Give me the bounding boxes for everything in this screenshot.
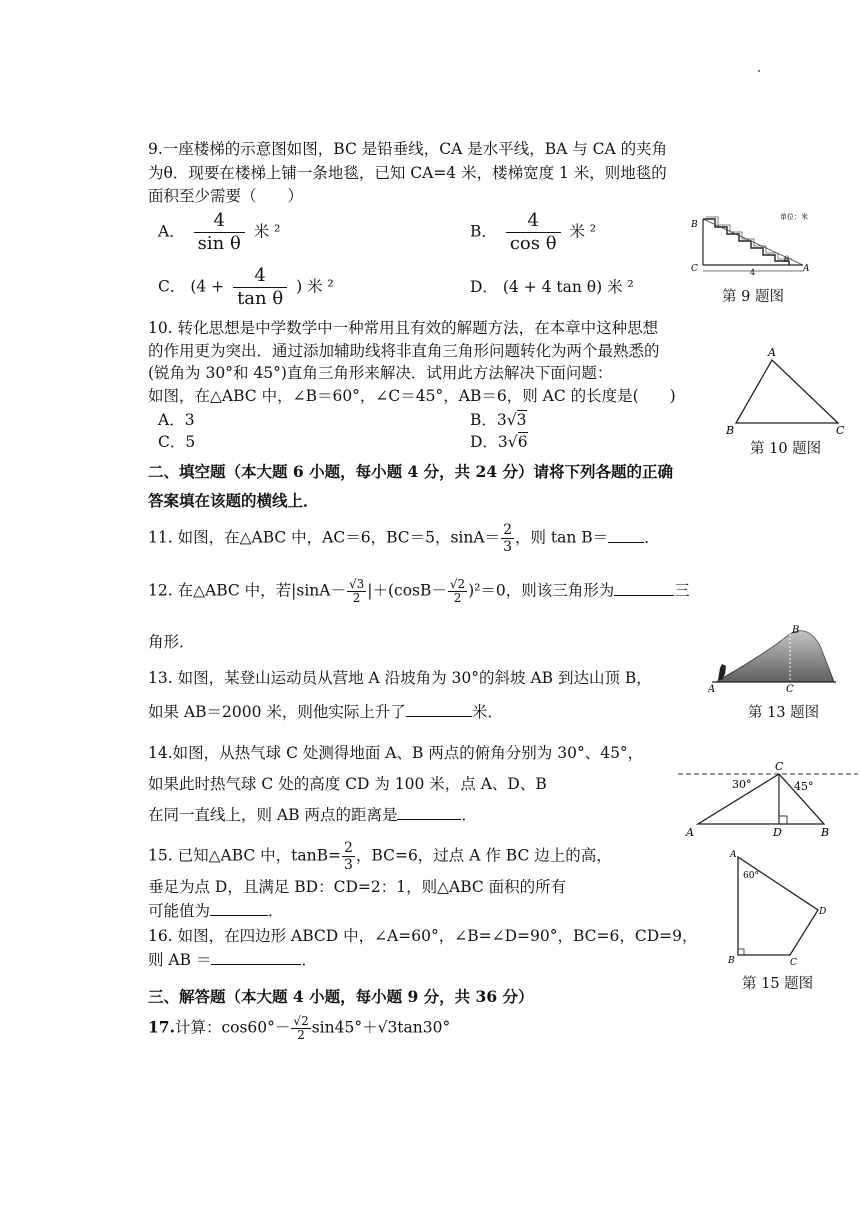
q9-option-a-den: sin θ [194,232,245,255]
q10-option-b-radicand: 3 [516,411,527,429]
q15-fig-label-a: A [730,850,737,860]
q15-line3 [148,900,284,922]
q15-pre: 15. 已知△ABC 中，tanB= [148,846,341,865]
q9-option-c-post: ) 米 ² [296,277,334,296]
q17-part2: sin45°＋√3tan30° [311,1018,451,1037]
q13-mountain-figure [708,624,838,694]
q9-option-a-num: 4 [213,210,225,231]
q10-line1: 10. 转化思想是中学数学中一种常用且有效的解题方法，在本章中这种思想 [148,319,659,337]
q12-f2-den: 2 [448,591,467,605]
q15-den: 3 [344,857,353,873]
q16-line2 [148,949,317,971]
q13-fig-label-a: A [708,684,716,694]
q9-fig-label-a: A [803,264,810,274]
q9-option-a[interactable] [158,210,280,255]
q9-line1: 9.一座楼梯的示意图如图，BC 是铅垂线，CA 是水平线，BA 与 CA 的夹角 [148,140,668,158]
q15-fig-label-60: 60° [743,871,759,881]
q13-fig-label-b: B [792,625,800,636]
q10-option-d-radicand: 6 [517,433,528,451]
q9-fig-steps-back [706,217,792,259]
q15-num: 2 [344,840,353,856]
section-2-heading-line1: 二、填空题（本大题 6 小题，每小题 4 分，共 24 分）请将下列各题的正确 [148,462,674,481]
q9-option-d-text: (4 + 4 tan θ) 米 ² [502,278,634,296]
q12-f2-num: √2 [449,577,466,591]
q15-caption: 第 15 题图 [742,976,814,992]
q10-fig-label-c: C [836,424,845,435]
q15-post: ，BC=6，过点 A 作 BC 边上的高， [355,846,612,865]
q9-option-c[interactable] [158,265,334,310]
q16-line1: 16. 如图，在四边形 ABCD 中，∠A=60°，∠B=∠D=90°，BC=6，CD=9， [148,927,698,945]
q14-balloon-figure [676,758,860,838]
q15-quadrilateral-figure [722,845,832,970]
q14-fig-label-c: C [775,760,784,773]
q11-den: 3 [503,539,512,555]
q10-fig-triangle [736,360,838,423]
q10-option-d[interactable] [470,431,528,453]
q12-line2: 角形． [148,633,195,651]
q10-fig-label-b: B [726,424,735,435]
q10-option-b[interactable] [470,409,527,431]
q9-option-c-den: tan θ [233,287,287,310]
q12-part3: )²＝0，则该三角形为 [468,581,615,600]
q12-part1: 12. 在△ABC 中，若|sinA－ [148,581,346,600]
q9-option-b-num: 4 [527,210,539,231]
q14-line1: 14.如图，从热气球 C 处测得地面 A、B 两点的俯角分别为 30°、45°， [148,744,644,762]
q13-line2-pre: 如果 AB＝2000 米，则他实际上升了 [148,703,406,721]
q15-fig-label-c: C [790,958,797,968]
q16-line2-post: ． [301,951,317,969]
q9-option-c-fraction [233,265,287,310]
q12-part2: |＋(cosB－ [367,581,447,600]
q13-fig-label-c: C [786,684,794,694]
q10-option-d-pre: D．3 [470,433,508,451]
q10-option-b-pre: B．3 [470,411,507,429]
q14-line3-post: ． [461,806,477,824]
q9-fig-label-theta: θ [784,255,789,264]
q15-answer-blank[interactable] [210,900,268,916]
q10-option-a[interactable]: A．3 [158,411,195,429]
q12-fraction-1 [347,578,366,605]
q13-caption: 第 13 题图 [748,705,820,721]
q9-fig-steps [703,219,789,265]
q15-fraction [342,840,355,873]
q12-fraction-2 [448,578,467,605]
q15-fig-label-b: B [728,956,735,966]
q16-line2-pre: 则 AB ＝ [148,951,212,969]
q14-fig-label-30: 30° [732,778,752,791]
q10-triangle-figure [722,345,852,435]
q10-line4: 如图，在△ABC 中，∠B＝60°，∠C＝45°，AB＝6，则 AC 的长度是( ) [148,387,676,405]
q15-fig-right-angle-b [738,949,744,955]
q9-fig-label-c: C [691,264,698,274]
q17-part1: 计算：cos60°－ [174,1018,291,1037]
q13-answer-blank[interactable] [406,701,472,717]
q15-line2: 垂足为点 D，且满足 BD：CD=2：1，则△ABC 面积的所有 [148,878,567,896]
q11-post: ，则 tan B＝ [514,528,609,547]
q14-line2: 如果此时热气球 C 处的高度 CD 为 100 米，点 A、D、B [148,775,547,793]
q13-fig-mountain-shade [716,631,834,682]
q9-line3: 面积至少需要（ ） [148,187,304,205]
q13-line2-post: 米． [471,703,503,721]
q9-staircase-figure [688,205,812,277]
q14-line3-pre: 在同一直线上，则 AB 两点的距离是 [148,806,398,824]
q9-option-c-num: 4 [254,265,266,286]
q12-f1-num: √3 [348,577,365,591]
q9-option-c-label: C． [158,277,186,296]
q10-option-c[interactable]: C．5 [158,433,196,451]
q10-option-d-radical: √6 [507,433,528,451]
q17-den: 2 [291,1028,310,1042]
section-2-heading-line2: 答案填在该题的横线上． [148,491,319,510]
q15 [148,840,612,873]
q9-fig-label-4: 4 [750,268,756,277]
q17-num: √2 [293,1014,309,1028]
q14-line3 [148,804,477,826]
q9-line2: 为θ．现要在楼梯上铺一条地毯，已知 CA=4 米，楼梯宽度 1 米，则地毯的 [148,164,667,182]
q9-option-b-fraction [506,210,561,255]
corner-dot [758,70,760,72]
q17-label: 17. [148,1017,175,1037]
q9-caption: 第 9 题图 [722,289,784,305]
q12-answer-blank[interactable] [614,580,674,596]
q15-line3-pre: 可能值为 [148,902,211,920]
q9-option-a-unit: 米 ² [253,222,281,241]
q9-option-b-unit: 米 ² [569,222,597,241]
q9-option-d-label: D． [470,278,498,296]
q11-end: ． [644,528,660,547]
q13-line1: 13. 如图，某登山运动员从营地 A 沿坡角为 30°的斜坡 AB 到达山顶 B， [148,669,652,687]
q13-line2 [148,701,503,723]
q10-option-b-radical: √3 [506,411,527,429]
q9-fig-label-b: B [691,220,698,230]
q9-option-b-den: cos θ [506,232,561,255]
q11-num: 2 [503,522,512,538]
q17-fraction [291,1015,310,1042]
q9-option-a-label: A． [158,222,185,241]
q9-option-a-fraction [194,210,245,255]
q9-option-d[interactable] [470,276,634,298]
q14-fig-label-d: D [773,826,782,838]
q9-option-c-pre: (4 + [190,277,225,296]
q9-fig-unit: 单位：米 [780,213,808,221]
q14-fig-label-45: 45° [794,780,814,793]
q17 [148,1015,450,1042]
q12-part4: 三 [674,581,690,600]
q15-fig-label-d: D [819,907,827,917]
q11 [148,522,660,555]
q14-fig-label-b: B [821,826,830,838]
q11-pre: 11. 如图，在△ABC 中，AC＝6，BC＝5，sinA＝ [148,528,501,547]
q14-answer-blank[interactable] [397,804,461,820]
q16-answer-blank[interactable] [211,949,301,965]
q9-option-b-label: B． [470,222,497,241]
q9-option-b[interactable] [470,210,596,255]
q14-fig-right-angle [779,816,787,824]
q10-line3: (锐角为 30°和 45°)直角三角形来解决．试用此方法解决下面问题： [148,364,613,382]
section-3-heading: 三、解答题（本大题 4 小题，每小题 9 分，共 36 分） [148,987,534,1006]
q12-f1-den: 2 [347,591,366,605]
q11-answer-blank[interactable] [608,527,644,543]
q12 [148,578,690,605]
q14-fig-label-a: A [686,826,694,838]
q10-line2: 的作用更为突出．通过添加辅助线将非直角三角形问题转化为两个最熟悉的 [148,342,660,360]
q10-caption: 第 10 题图 [750,441,822,457]
q11-fraction [501,522,514,555]
q10-fig-label-a: A [768,346,776,359]
q15-line3-post: ． [268,902,284,920]
